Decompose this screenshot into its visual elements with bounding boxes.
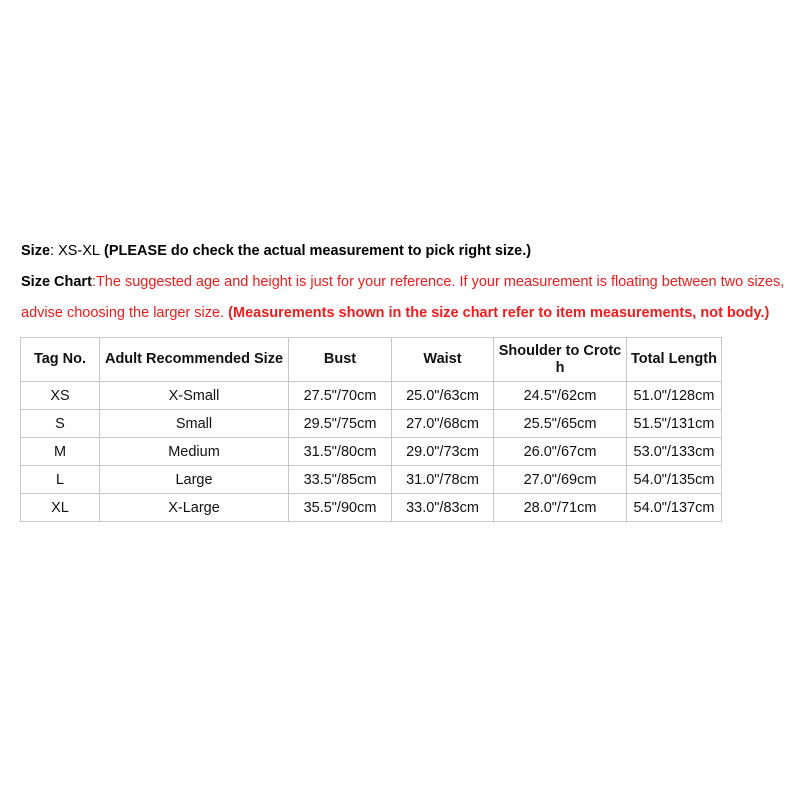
header-total-length: Total Length xyxy=(627,338,722,382)
cell-waist: 29.0"/73cm xyxy=(392,438,494,466)
cell-waist: 33.0"/83cm xyxy=(392,494,494,522)
header-tag-no: Tag No. xyxy=(21,338,100,382)
cell-bust: 33.5"/85cm xyxy=(289,466,392,494)
table-row xyxy=(21,382,722,410)
cell-total-length: 51.0"/128cm xyxy=(627,382,722,410)
measurement-note: (Measurements shown in the size chart refer to item measurements, not body.) xyxy=(228,305,770,321)
cell-total-length: 51.5"/131cm xyxy=(627,410,722,438)
size-chart-line-2 xyxy=(21,302,796,333)
cell-tag: L xyxy=(21,466,100,494)
cell-waist: 31.0"/78cm xyxy=(392,466,494,494)
table-row xyxy=(21,466,722,494)
size-line xyxy=(21,240,796,271)
cell-tag: M xyxy=(21,438,100,466)
size-chart-label: Size Chart xyxy=(21,274,92,290)
header-waist: Waist xyxy=(392,338,494,382)
cell-shoulder-to-crotch: 28.0"/71cm xyxy=(494,494,627,522)
size-chart-colon: : xyxy=(91,274,96,290)
cell-shoulder-to-crotch: 26.0"/67cm xyxy=(494,438,627,466)
cell-bust: 35.5"/90cm xyxy=(289,494,392,522)
cell-bust: 27.5"/70cm xyxy=(289,382,392,410)
size-range: XS-XL xyxy=(58,243,100,259)
cell-size: Large xyxy=(100,466,289,494)
cell-size: X-Small xyxy=(100,382,289,410)
cell-waist: 27.0"/68cm xyxy=(392,410,494,438)
cell-shoulder-to-crotch: 25.5"/65cm xyxy=(494,410,627,438)
header-bust: Bust xyxy=(289,338,392,382)
table-row xyxy=(21,438,722,466)
size-note: (PLEASE do check the actual measurement to pick right size.) xyxy=(100,243,532,259)
size-table xyxy=(20,337,722,522)
table-row xyxy=(21,410,722,438)
size-info-text xyxy=(21,240,796,333)
cell-shoulder-to-crotch: 27.0"/69cm xyxy=(494,466,627,494)
table-header-row xyxy=(21,338,722,382)
size-chart-line xyxy=(21,271,796,302)
table-row xyxy=(21,494,722,522)
size-label: Size xyxy=(21,243,51,259)
cell-shoulder-to-crotch: 24.5"/62cm xyxy=(494,382,627,410)
size-chart-text-2: advise choosing the larger size. xyxy=(21,305,229,321)
cell-tag: XS xyxy=(21,382,100,410)
cell-tag: XL xyxy=(21,494,100,522)
cell-size: Small xyxy=(100,410,289,438)
cell-total-length: 54.0"/135cm xyxy=(627,466,722,494)
size-colon: : xyxy=(50,243,59,259)
cell-total-length: 53.0"/133cm xyxy=(627,438,722,466)
cell-size: Medium xyxy=(100,438,289,466)
cell-total-length: 54.0"/137cm xyxy=(627,494,722,522)
cell-tag: S xyxy=(21,410,100,438)
cell-bust: 31.5"/80cm xyxy=(289,438,392,466)
header-adult-recommended-size: Adult Recommended Size xyxy=(100,338,289,382)
header-shoulder-to-crotch: Shoulder to Crotch xyxy=(494,338,627,382)
cell-size: X-Large xyxy=(100,494,289,522)
cell-bust: 29.5"/75cm xyxy=(289,410,392,438)
cell-waist: 25.0"/63cm xyxy=(392,382,494,410)
size-chart-text-1: The suggested age and height is just for your reference. If your measurement is floating between two sizes, xyxy=(95,274,785,290)
